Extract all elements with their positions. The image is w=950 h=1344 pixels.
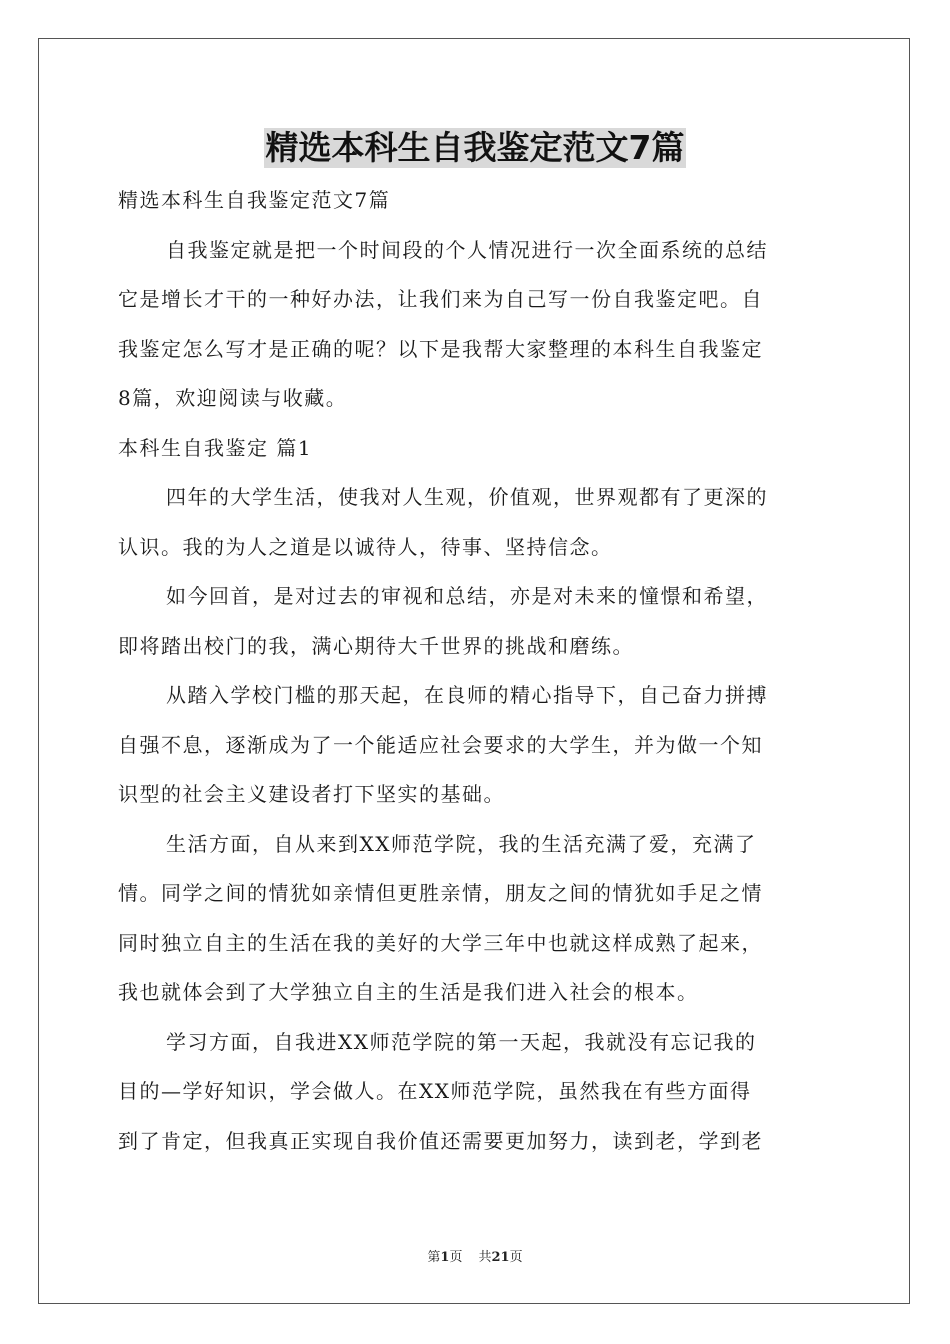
text-line: 自我鉴定就是把一个时间段的个人情况进行一次全面系统的总结 [166, 237, 768, 262]
text-line: 认识。我的为人之道是以诚待人，待事、坚持信念。 [118, 534, 613, 559]
total-prefix: 共 [478, 1250, 492, 1265]
paragraph-lines [118, 226, 832, 1167]
text-line: 如今回首，是对过去的审视和总结，亦是对未来的憧憬和希望， [166, 584, 768, 608]
text-line: 它是增长才干的一种好办法，让我们来为自己写一份自我鉴定吧。自 [118, 287, 763, 311]
text-line: 8篇，欢迎阅读与收藏。 [118, 386, 348, 410]
text-line: 情。同学之间的情犹如亲情但更胜亲情，朋友之间的情犹如手足之情 [118, 881, 763, 905]
page-current: 1 [440, 1250, 450, 1265]
page-footer [0, 1246, 950, 1265]
text-line: 即将踏出校门的我，满心期待大千世界的挑战和磨练。 [118, 633, 634, 658]
text-line: 到了肯定，但我真正实现自我价值还需要更加努力，读到老，学到老 [118, 1128, 763, 1153]
text-line: 识型的社会主义建设者打下坚实的基础。 [118, 782, 505, 806]
text-line: 自强不息，逐渐成为了一个能适应社会要求的大学生，并为做一个知 [118, 732, 763, 757]
document-body [118, 176, 832, 1166]
title-container [0, 128, 950, 168]
page-prefix: 第 [427, 1250, 441, 1265]
text-line: 四年的大学生活，使我对人生观，价值观，世界观都有了更深的 [166, 485, 768, 509]
page-total: 21 [491, 1250, 510, 1265]
text-line: 学习方面，自我进XX师范学院的第一天起，我就没有忘记我的 [166, 1029, 757, 1054]
document-subtitle: 精选本科生自我鉴定范文7篇 [118, 188, 391, 212]
page-suffix: 页 [449, 1250, 463, 1265]
text-line: 目的—学好知识，学会做人。在XX师范学院，虽然我在有些方面得 [118, 1079, 752, 1103]
text-line: 我也就体会到了大学独立自主的生活是我们进入社会的根本。 [118, 980, 699, 1004]
text-line: 我鉴定怎么写才是正确的呢？以下是我帮大家整理的本科生自我鉴定 [118, 336, 763, 361]
text-line: 同时独立自主的生活在我的美好的大学三年中也就这样成熟了起来， [118, 930, 763, 955]
text-line: 从踏入学校门槛的那天起，在良师的精心指导下，自己奋力拼搏 [166, 683, 768, 707]
section-heading: 本科生自我鉴定 篇1 [118, 435, 313, 460]
total-suffix: 页 [509, 1250, 523, 1265]
text-line: 生活方面，自从来到XX师范学院，我的生活充满了爱，充满了 [166, 831, 757, 856]
document-title: 精选本科生自我鉴定范文7篇 [265, 128, 685, 167]
